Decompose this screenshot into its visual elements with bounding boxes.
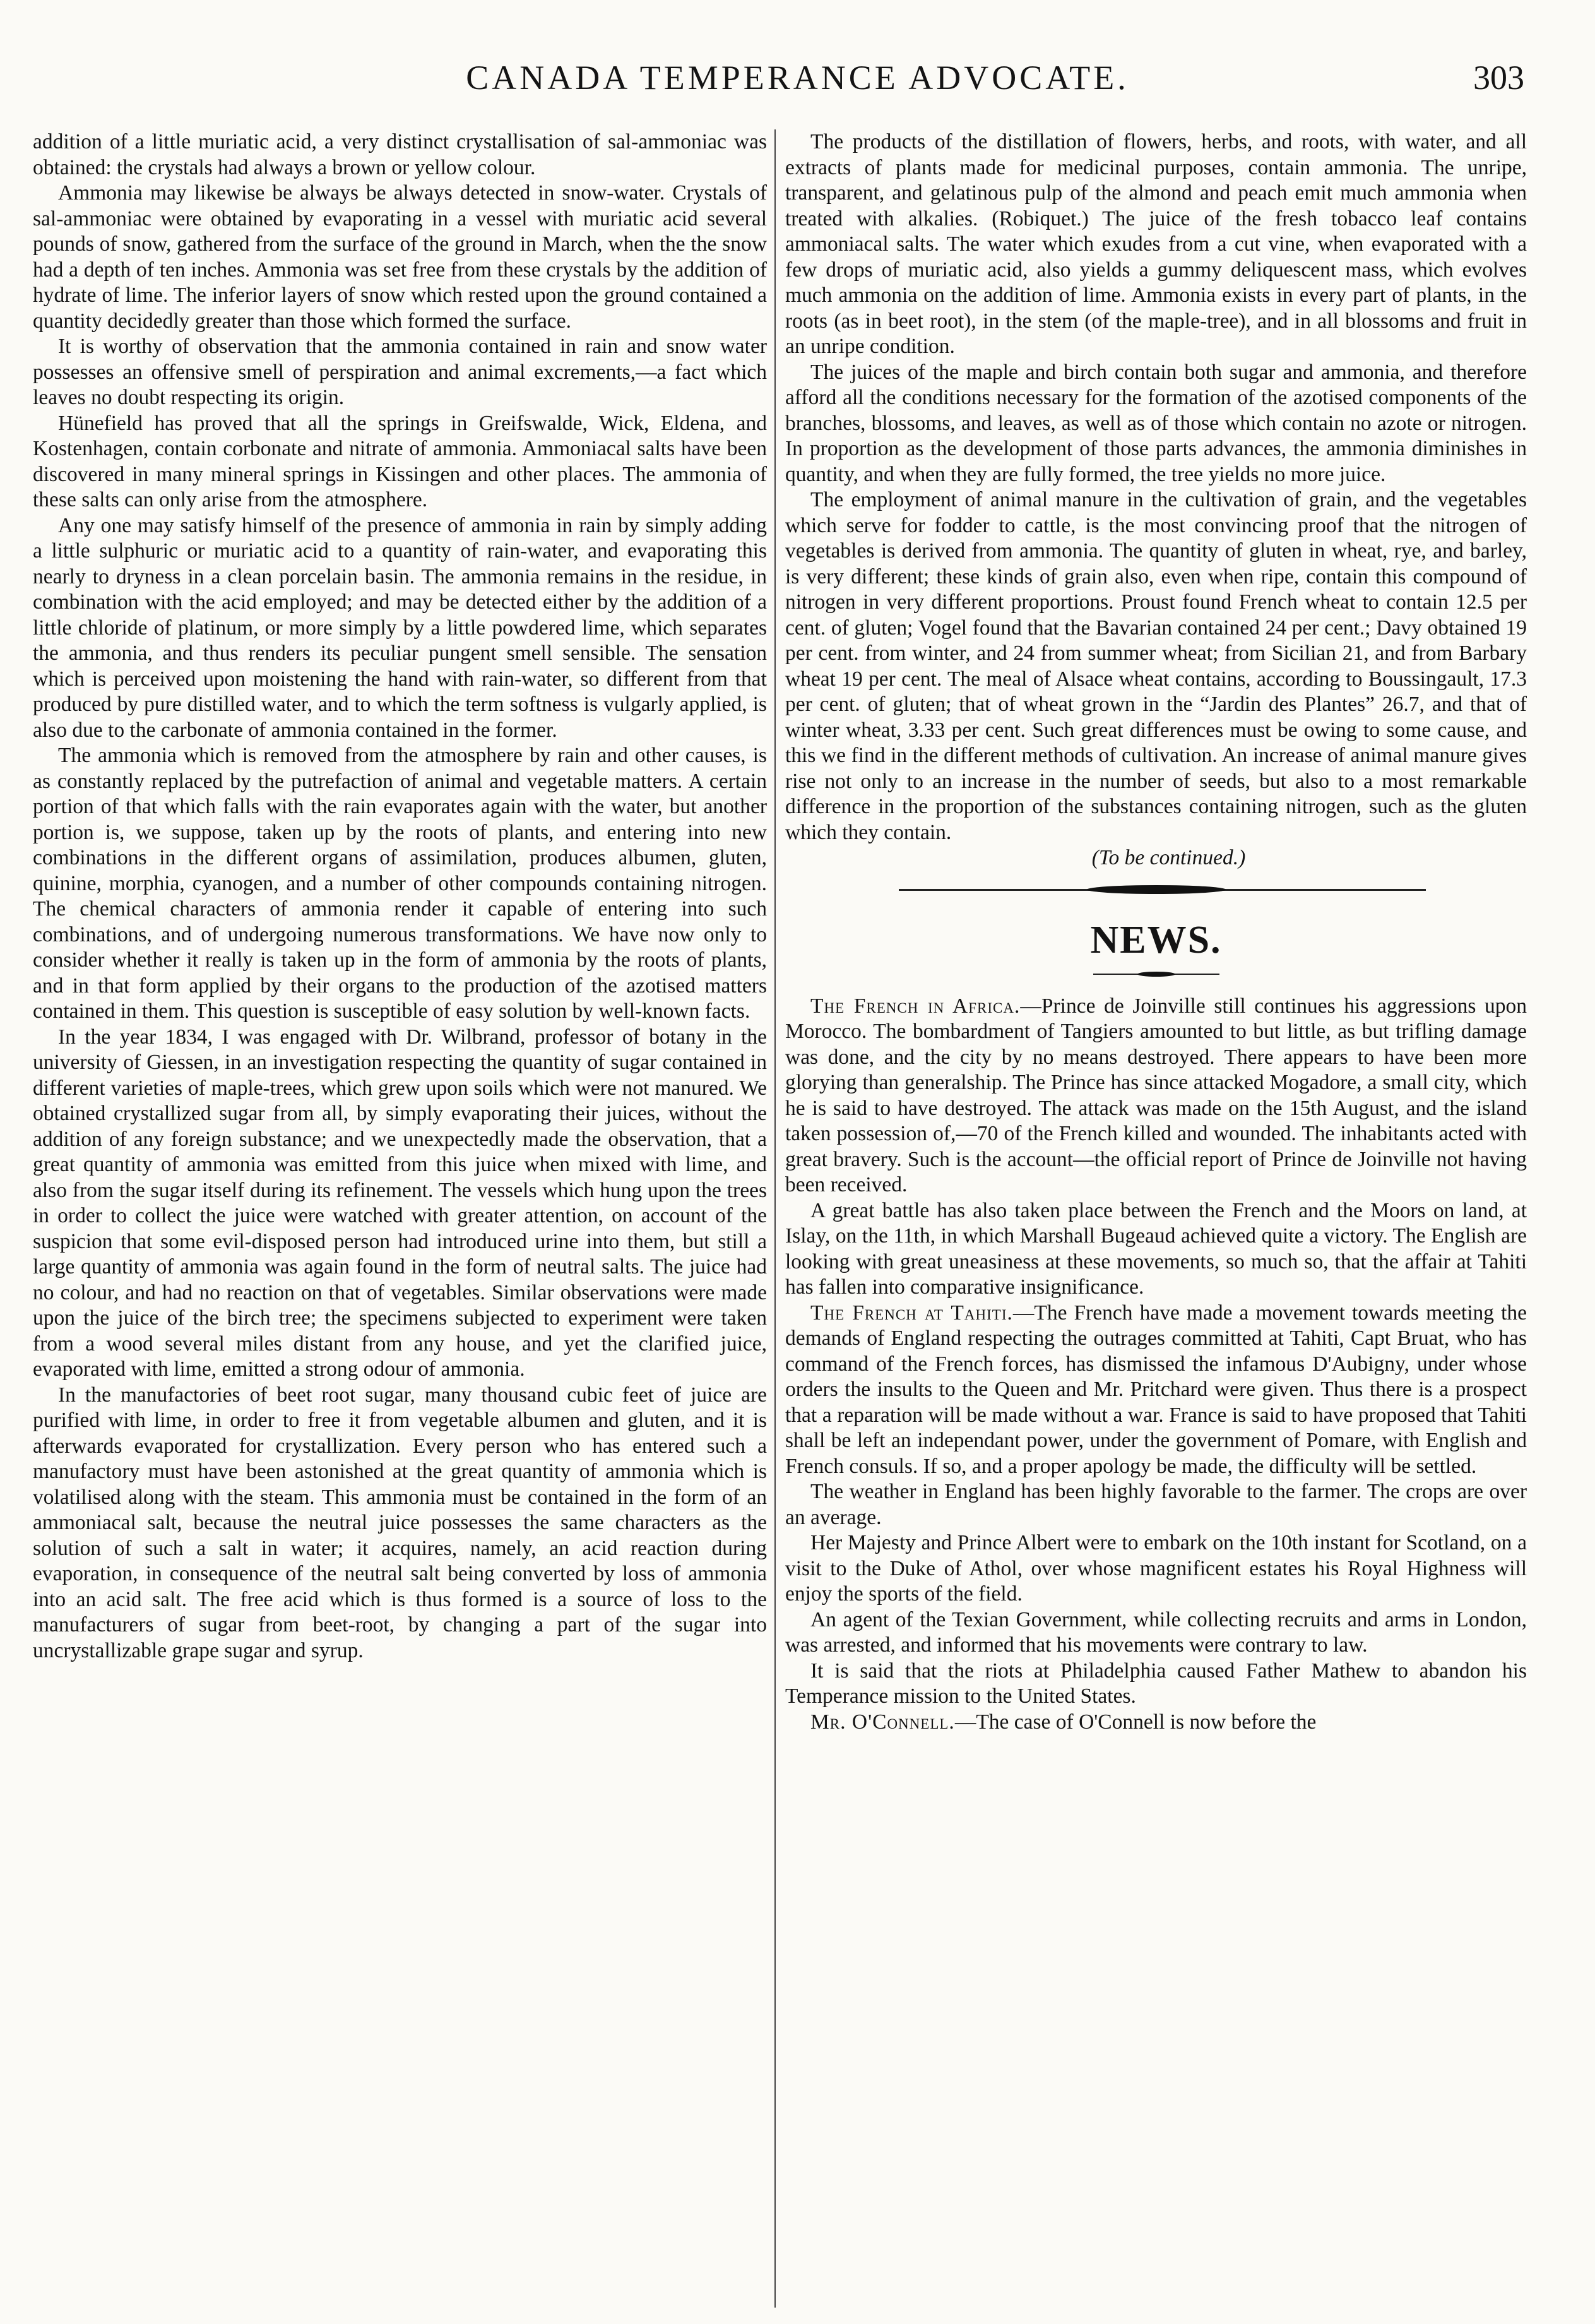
article-paragraph: The juices of the maple and birch contain both sugar and ammonia, and therefore afford all the conditions necessary for the formation of the azotised components of the branches, blossoms, and leaves, as well as of those which contain no azote or nitrogen. In proportion as the development of those parts advances, the ammonia diminishes in quantity, and when they are fully formed, the tree yields no more juice. [785, 360, 1527, 486]
news-item-lead: The French at Tahiti. [810, 1301, 1013, 1325]
article-paragraph: It is worthy of observation that the ammonia contained in rain and snow water possesses an offensive smell of perspiration and animal excrements,—a fact which leaves no doubt respecting its origin. [33, 335, 767, 409]
news-item [785, 1607, 1527, 1659]
news-item [785, 1530, 1527, 1607]
article-paragraph: The employment of animal manure in the cultivation of grain, and the vegetables which serve for fodder to cattle, is the most convincing proof that the nitrogen of vegetables is derived from ammonia. The quantity of gluten in wheat, rye, and barley, is very different; these kinds of grain also, even when ripe, contain this compound of nitrogen in very different proportions. Proust found French wheat to contain 12.5 per cent. of gluten; Vogel found that the Bavarian contained 24 per cent.; Davy obtained 19 per cent. from winter, and 24 from summer wheat; from Sicilian 21, and from Barbary wheat 19 per cent. The meal of Alsace wheat contains, according to Boussingault, 17.3 per cent. of gluten; that of wheat grown in the “Jardin des Plantes” 26.7, and that of winter wheat, 3.33 per cent. Such great differences must be owing to some cause, and this we find in the different methods of cultivation. An increase of animal manure gives rise not only to an increase in the number of seeds, but also to a most remarkable difference in the proportion of the substances containing nitrogen, such as the gluten which they contain. [785, 488, 1527, 844]
article-paragraph: In the year 1834, I was engaged with Dr. Wilbrand, professor of botany in the university of Giessen, in an investigation respecting the quantity of sugar contained in different varieties of maple-trees, which grew upon soils which were not manured. We obtained crystallized sugar from all, by simply evaporating their juices, without the addition of any foreign substance; and we unexpectedly made the observation, that a great quantity of ammonia was emitted from this juice when mixed with lime, and also from the sugar itself during its refinement. The vessels which hung upon the trees in order to collect the juice were watched with greater attention, on account of the suspicion that some evil-disposed person had introduced urine into them, but still a large quantity of ammonia was again found in the form of neutral salts. The juice had no colour, and had no reaction on that of vegetables. Similar observations were made upon the juice of the birch tree; the specimens subjected to experiment were taken from a wood several miles distant from any house, and yet the clarified juice, evaporated with lime, emitted a strong odour of ammonia. [33, 1025, 767, 1381]
news-item-text: Her Majesty and Prince Albert were to embark on the 10th instant for Scotland, on a visit to the Duke of Athol, over whose magnificent estates his Royal Highness will enjoy the sports of the field. [785, 1531, 1527, 1606]
news-item [785, 994, 1527, 1198]
news-item-text: The weather in England has been highly favorable to the farmer. The crops are over an average. [785, 1480, 1527, 1529]
news-item-lead: Mr. O'Connell. [810, 1710, 955, 1734]
news-item-text: —The case of O'Connell is now before the [954, 1710, 1317, 1734]
news-item-text: —Prince de Joinville still continues his aggressions upon Morocco. The bombardment of Tangiers amounted to but little, as but trifling damage was done, and the city by no means destroyed. There appears to have been more glorying than generalship. The Prince has since attacked Mogadore, a small city, which he is said to have destroyed. The attack was made on the 15th August, and the island taken possession of,—70 of the French killed and wounded. The inhabitants acted with great bravery. Such is the account—the official report of Prince de Joinville not having been received. [785, 994, 1527, 1196]
news-item [785, 1198, 1527, 1301]
news-item-text: A great battle has also taken place between the French and the Moors on land, at Islay, on the 11th, in which Marshall Bugeaud achieved quite a victory. The English are looking with great uneasiness at these movements, so much so, that the affair at Tahiti has fallen into comparative insignificance. [785, 1198, 1527, 1299]
article-paragraph: Ammonia may likewise be always be always detected in snow-water. Crystals of sal-ammoniac were obtained by evaporating in a vessel with muriatic acid several pounds of snow, gathered from the surface of the ground in March, when the the snow had a depth of ten inches. Ammonia was set free from these crystals by the addition of hydrate of lime. The inferior layers of snow which rested upon the ground contained a quantity decidedly greater than those which formed the surface. [33, 181, 767, 333]
news-item [785, 1710, 1527, 1736]
article-paragraph: The products of the distillation of flowers, herbs, and roots, with water, and all extracts of plants made for medicinal purposes, contain ammonia. The unripe, transparent, and gelatinous pulp of the almond and peach emit much ammonia when treated with alkalies. (Robiquet.) The juice of the fresh tobacco leaf contains ammoniacal salts. The water which exudes from a cut vine, when evaporated with a few drops of muriatic acid, also yields a gummy deliquescent mass, which evolves much ammonia on the addition of lime. Ammonia exists in every part of plants, in the roots (as in beet root), in the stem (of the maple-tree), and in all blossoms and fruit in an unripe condition. [785, 130, 1527, 358]
left-column [33, 129, 767, 2310]
news-item [785, 1479, 1527, 1530]
news-heading: NEWS. [1090, 918, 1222, 962]
article-paragraph: Hünefield has proved that all the springs in Greifswalde, Wick, Eldena, and Kostenhagen, contain corbonate and nitrate of ammonia. Ammoniacal salts have been discovered in many mineral springs in Kissingen and other places. The ammonia of these salts can only arise from the atmosphere. [33, 411, 767, 511]
article-paragraph: The ammonia which is removed from the atmosphere by rain and other causes, is as constantly replaced by the putrefaction of animal and vegetable matters. A certain portion of that which falls with the rain evaporates again with the water, but another portion is, we suppose, taken up by the roots of plants, and entering into new combinations in the different organs of assimilation, produces albumen, gluten, quinine, morphia, cyanogen, and a number of other compounds containing nitrogen. The chemical characters of ammonia render it capable of entering into such combinations, and of undergoing numerous transformations. We have now only to consider whether it really is taken up in the form of ammonia by the roots of plants, and in that form applied by their organs to the production of the azotised matters contained in them. This question is susceptible of easy solution by well-known facts. [33, 744, 767, 1023]
news-item-text: It is said that the riots at Philadelphia caused Father Mathew to abandon his Temperance mission to the United States. [785, 1659, 1527, 1708]
to-be-continued-note: (To be continued.) [1091, 846, 1246, 869]
article-paragraph: In the manufactories of beet root sugar, many thousand cubic feet of juice are purified with lime, in order to free it from vegetable albumen and gluten, and it is afterwards evaporated for crystallization. Every person who has entered such a manufactory must have been astonished at the great quantity of ammonia which is volatilised along with the steam. This ammonia must be contained in the form of an ammoniacal salt, because the neutral juice possesses the same characters as the solution of such a salt in water; it acquires, namely, an acid reaction during evaporation, in consequence of the neutral salt being converted by loss of ammonia into an acid salt. The free acid which is thus formed is a source of loss to the manufacturers of sugar from beet-root, by changing a part of the sugar into uncrystallizable grape sugar and syrup. [33, 1383, 767, 1662]
section-separator [785, 871, 1527, 909]
news-item-lead: The French in Africa. [810, 994, 1021, 1018]
news-item-text: An agent of the Texian Government, while collecting recruits and arms in London, was arrested, and informed that his movements were contrary to law. [785, 1607, 1527, 1657]
heading-ornament [785, 962, 1527, 994]
news-item [785, 1301, 1527, 1480]
publication-title: CANADA TEMPERANCE ADVOCATE. [466, 59, 1129, 97]
article-paragraph: Any one may satisfy himself of the presence of ammonia in rain by simply adding a little sulphuric or muriatic acid to a quantity of rain-water, and evaporating this nearly to dryness in a clean porcelain basin. The ammonia remains in the residue, in combination with the acid employed; and may be detected either by the addition of a little chloride of platinum, or more simply by a little powdered lime, which separates the ammonia, and thus renders its peculiar pungent smell sensible. The sensation which is perceived upon moistening the hand with rain-water, so different from that produced by pure distilled water, and to which the term softness is vulgarly applied, is also due to the carbonate of ammonia contained in the former. [33, 513, 767, 742]
article-paragraph: addition of a little muriatic acid, a very distinct crystallisation of sal-ammoniac was obtained: the crystals had always a brown or yellow colour. [33, 130, 767, 179]
right-column [785, 129, 1527, 2310]
column-divider [774, 129, 776, 2308]
page-number: 303 [1473, 59, 1524, 97]
news-item-text: —The French have made a movement towards meeting the demands of England respecting the outrages committed at Tahiti, Capt Bruat, who has command of the French forces, has dismissed the infamous D'Aubigny, under whose orders the insults to the Queen and Mr. Pritchard were given. Thus there is a prospect that a reparation will be made without a war. France is said to have proposed that Tahiti shall be left an independant power, under the government of Pomare, with English and French consuls. If so, and a proper apology be made, the difficulty will be settled. [785, 1301, 1527, 1478]
news-item [785, 1659, 1527, 1710]
running-head [0, 0, 1595, 101]
